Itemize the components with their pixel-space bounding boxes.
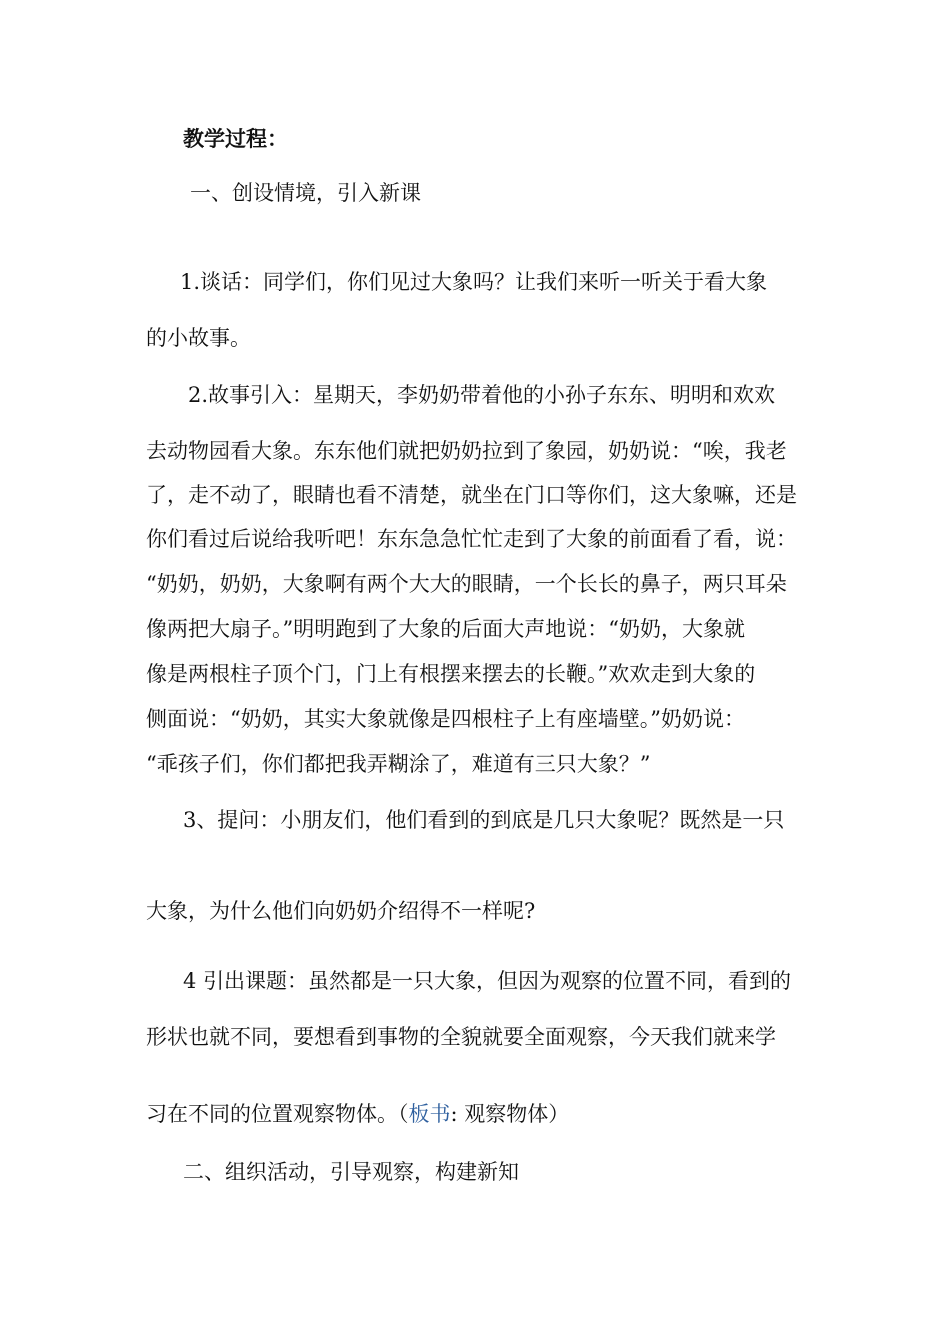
- paragraph-2-line-9: “乖孩子们，你们都把我弄糊涂了，难道有三只大象？”: [146, 752, 651, 776]
- paragraph-2-line-3: 了，走不动了，眼睛也看不清楚，就坐在门口等你们，这大象嘛，还是: [146, 483, 797, 507]
- heading: 教学过程：: [183, 126, 288, 151]
- paragraph-2-line-2: 去动物园看大象。东东他们就把奶奶拉到了象园，奶奶说：“唉，我老: [146, 439, 787, 463]
- paragraph-2-line-5: “奶奶，奶奶，大象啊有两个大大的眼睛，一个长长的鼻子，两只耳朵: [146, 572, 787, 596]
- paragraph-3-number: 3: [183, 808, 197, 832]
- paragraph-2-line-8: 侧面说：“奶奶，其实大象就像是四根柱子上有座墙壁。”奶奶说：: [146, 707, 745, 731]
- paragraph-4-line-3: 习在不同的位置观察物体。（板书: 观察物体）: [146, 1102, 570, 1126]
- paragraph-1-number: 1.: [180, 270, 201, 294]
- paragraph-1-line-2: 的小故事。: [146, 326, 251, 350]
- paragraph-4-line-2: 形状也就不同，要想看到事物的全貌就要全面观察，今天我们就来学: [146, 1025, 776, 1049]
- paragraph-3-line-2: 大象，为什么他们向奶奶介绍得不一样呢?: [146, 899, 536, 923]
- section2-title: 二、组织活动，引导观察，构建新知: [183, 1160, 519, 1184]
- paragraph-2-line-6: 像两把大扇子。”明明跑到了大象的后面大声地说：“奶奶，大象就: [146, 617, 745, 641]
- paragraph-4-line-1: 4 引出课题：虽然都是一只大象，但因为观察的位置不同，看到的: [183, 969, 792, 993]
- paragraph-2-line-1: 2.故事引入：星期天，李奶奶带着他的小孙子东东、明明和欢欢: [188, 383, 776, 407]
- paragraph-1-line-1: 1.谈话：同学们，你们见过大象吗？让我们来听一听关于看大象: [180, 270, 768, 294]
- paragraph-2-line-7: 像是两根柱子顶个门，门上有根摆来摆去的长鞭。”欢欢走到大象的: [146, 662, 756, 686]
- paragraph-3-line-1: 3、提问：小朋友们，他们看到的到底是几只大象呢？既然是一只: [183, 808, 785, 832]
- paragraph-2-line-4: 你们看过后说给我听吧！东东急急忙忙走到了大象的前面看了看，说：: [146, 527, 797, 551]
- board-writing-link[interactable]: 板书: [408, 1102, 451, 1126]
- paragraph-2-number: 2.: [188, 383, 209, 407]
- paragraph-4-number: 4: [183, 969, 197, 993]
- section1-title: 一、创设情境，引入新课: [190, 181, 421, 205]
